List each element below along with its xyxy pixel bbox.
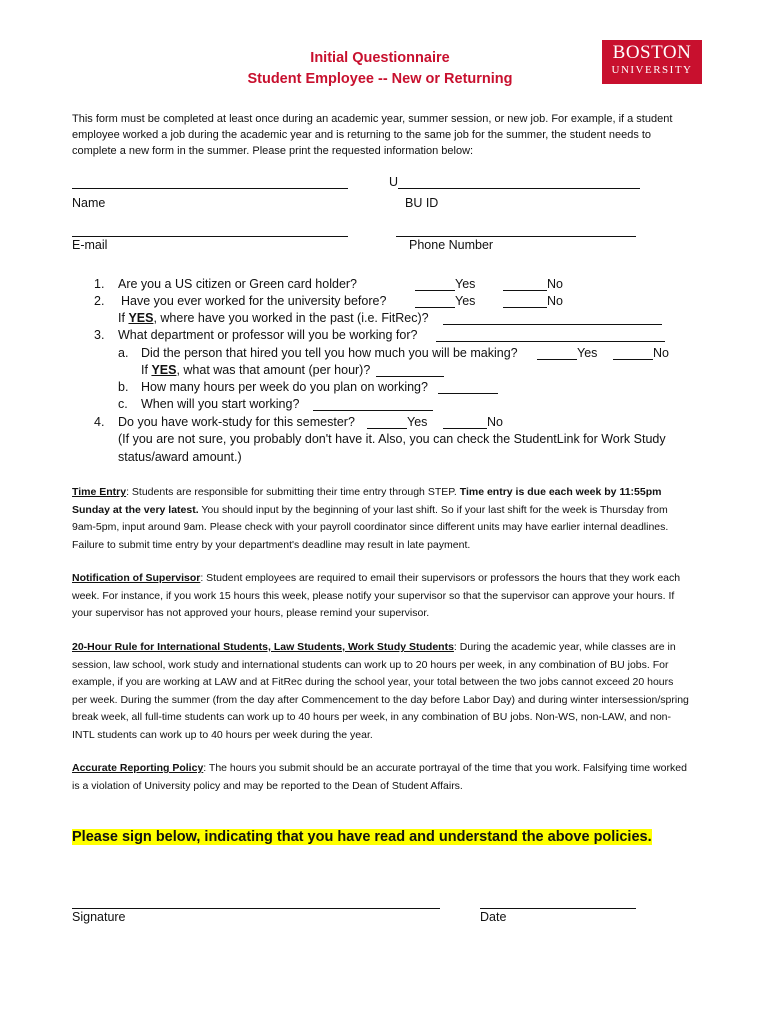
- bu-id-label: BU ID: [405, 196, 439, 210]
- name-input-line[interactable]: [72, 188, 348, 189]
- date-input-line[interactable]: [480, 908, 636, 909]
- bu-id-prefix: U: [389, 175, 399, 189]
- q3a-no-option[interactable]: No: [613, 346, 669, 360]
- notification-paragraph: Notification of Supervisor: Student employees are required to email their supervisors or professors the hours that they work each week. For instance, if you work 15 hours this week, please notify your supervisor so that the supervisor can approve your hours. If your supervisor has not approved your hours, please remind your supervisor.: [72, 572, 681, 619]
- q3a-yes-option[interactable]: Yes: [537, 346, 597, 360]
- q1-yes-option[interactable]: Yes: [415, 277, 475, 291]
- bu-id-input-line[interactable]: [398, 188, 640, 189]
- q1-number: 1.: [94, 277, 105, 291]
- q4-note-line2: status/award amount.): [118, 450, 242, 464]
- intro-paragraph: This form must be completed at least once during an academic year, summer session, or new job. For example, if a student employee worked a job during the academic year and is returning to the same job for the summer, the student needs to complete a new form in the summer. Please print the requested information below:: [72, 113, 673, 157]
- form-subtitle: Student Employee -- New or Returning: [247, 71, 513, 87]
- email-input-line[interactable]: [72, 236, 348, 237]
- sign-below-notice: Please sign below, indicating that you have read and understand the above policies.: [72, 829, 652, 845]
- q3c-text: When will you start working?: [141, 397, 300, 411]
- q4-note-line1: (If you are not sure, you probably don't have it. Also, you can check the StudentLink for Work Study: [118, 432, 666, 446]
- q3c-input-line[interactable]: [313, 410, 433, 411]
- form-title: Initial Questionnaire: [310, 50, 450, 66]
- phone-label: Phone Number: [409, 238, 494, 252]
- q4-no-option[interactable]: No: [443, 415, 503, 429]
- hour-rule-paragraph: 20-Hour Rule for International Students, Law Students, Work Study Students: During the academic year, while classes are in session, law school, work study and international students can work up to 20 hours per week, in any combination of BU jobs. For example, if you are working at LAW and at FitRec during the school year, your total between the two jobs cannot exceed 20 hours per week. During the summer (from the day after Commencement to the day before Labor Day) and during winter intersession/spring break week, all full-time students can work up to 40 hours per week, in any combination of BU jobs. Non-WS, non-LAW, and non-INTL students can work up to 40 hours per week during the year.: [72, 641, 689, 741]
- q2-followup: If YES, where have you worked in the past (i.e. FitRec)?: [118, 311, 429, 325]
- email-label: E-mail: [72, 238, 108, 252]
- q2-number: 2.: [94, 294, 105, 308]
- q4-number: 4.: [94, 415, 105, 429]
- boston-university-logo: BOSTON UNIVERSITY: [602, 40, 702, 84]
- time-entry-paragraph: Time Entry: Students are responsible for submitting their time entry through STEP. Time entry is due each week by 11:55pm Sunday at the very latest. You should input by the beginning of your last shift. So if your last shift for the week is Thursday from 9am-5pm, input around 9am. Please check with your payroll coordinator since different units may have earlier internal deadlines. Failure to submit time entry by your department's deadline may result in late payment.: [72, 486, 669, 551]
- q3a-followup: If YES, what was that amount (per hour)?: [141, 363, 371, 377]
- q3c-number: c.: [118, 397, 128, 411]
- q3a-amount-input-line[interactable]: [376, 376, 444, 377]
- q1-text: Are you a US citizen or Green card holder?: [118, 277, 358, 291]
- q1-no-option[interactable]: No: [503, 277, 563, 291]
- name-label: Name: [72, 196, 106, 210]
- signature-input-line[interactable]: [72, 908, 440, 909]
- q4-text: Do you have work-study for this semester?: [118, 415, 355, 429]
- q2-no-option[interactable]: No: [503, 294, 563, 308]
- q3a-number: a.: [118, 346, 129, 360]
- q3b-number: b.: [118, 380, 129, 394]
- q3b-text: How many hours per week do you plan on working?: [141, 380, 428, 394]
- q4-yes-option[interactable]: Yes: [367, 415, 427, 429]
- signature-label: Signature: [72, 910, 126, 924]
- q2-yes-option[interactable]: Yes: [415, 294, 475, 308]
- q3b-input-line[interactable]: [438, 393, 498, 394]
- date-label: Date: [480, 910, 507, 924]
- q2-text: Have you ever worked for the university before?: [121, 294, 387, 308]
- phone-input-line[interactable]: [396, 236, 636, 237]
- q2-followup-input-line[interactable]: [443, 324, 662, 325]
- q3-input-line[interactable]: [436, 341, 665, 342]
- accurate-reporting-paragraph: Accurate Reporting Policy: The hours you submit should be an accurate portrayal of the time that you work. Falsifying time worked is a violation of University policy and may be reported to the Dean of Student Affairs.: [72, 762, 687, 792]
- q3-text: What department or professor will you be working for?: [118, 328, 418, 342]
- q3-number: 3.: [94, 328, 105, 342]
- q3a-text: Did the person that hired you tell you how much you will be making?: [141, 346, 518, 360]
